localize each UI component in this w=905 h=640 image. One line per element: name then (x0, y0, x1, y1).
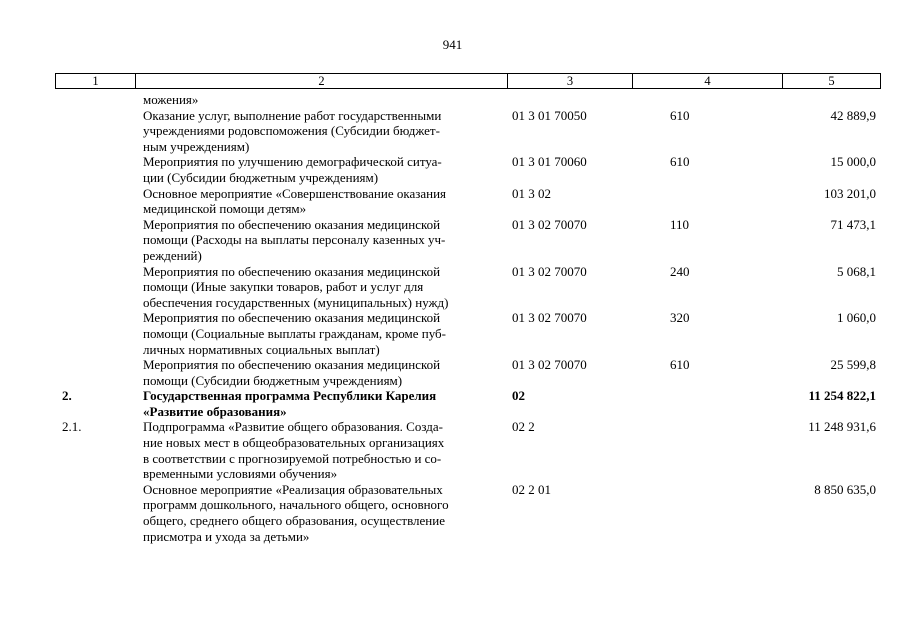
row-name (140, 108, 507, 155)
row-code: 01 3 01 70060 (512, 154, 587, 170)
row-name-line: Мероприятия по улучшению демографической ситуа- (143, 154, 442, 170)
row-name-line: можения» (143, 92, 199, 107)
row-amount: 8 850 635,0 (814, 481, 876, 497)
row-name (140, 217, 507, 264)
row-name-line: помощи (Субсидии бюджетным учреждениям) (143, 372, 403, 388)
page-number: 941 (442, 37, 463, 52)
header-col-1: 1 (56, 74, 136, 89)
row-number: 2.1. (62, 419, 82, 435)
row-name (140, 388, 507, 419)
row-name-line: ции (Субсидии бюджетным учреждениям) (143, 169, 379, 185)
row-amount: 1 060,0 (837, 310, 876, 326)
row-code: 01 3 02 (512, 185, 551, 201)
row-name (140, 92, 507, 108)
row-name-line: ние новых мест в общеобразовательных организациях (143, 435, 445, 451)
row-amount: 15 000,0 (830, 154, 876, 170)
table-row (55, 482, 880, 544)
row-name-line: Мероприятия по обеспечению оказания медицинской (143, 263, 441, 279)
row-expense-type: 610 (670, 107, 690, 123)
header-col-4: 4 (633, 74, 783, 89)
row-name-line: реждений) (143, 247, 202, 263)
row-amount: 103 201,0 (824, 185, 876, 201)
row-name-line: обеспечения государственных (муниципальных) нужд) (143, 294, 449, 310)
row-expense-type: 240 (670, 263, 690, 279)
row-code: 02 2 (512, 419, 535, 435)
row-expense-type: 320 (670, 310, 690, 326)
row-amount: 5 068,1 (837, 263, 876, 279)
row-name-line: Государственная программа Республики Карелия (143, 388, 437, 404)
row-expense-type: 110 (670, 216, 690, 232)
table-row (55, 388, 880, 419)
row-name-line: Основное мероприятие «Реализация образовательных (143, 481, 443, 497)
row-amount: 11 254 822,1 (808, 388, 876, 404)
row-name-line: общего, среднего общего образования, осуществление (143, 513, 445, 529)
row-name (140, 482, 507, 544)
row-name-line: помощи (Расходы на выплаты персоналу казенных уч- (143, 232, 446, 248)
row-expense-type: 610 (670, 154, 690, 170)
row-name-line: Мероприятия по обеспечению оказания медицинской (143, 310, 441, 326)
row-name-line: Оказание услуг, выполнение работ государственными (143, 107, 442, 123)
table-row (55, 419, 880, 481)
row-amount: 11 248 931,6 (808, 419, 876, 435)
row-code: 01 3 02 70070 (512, 310, 587, 326)
budget-table-body (55, 92, 880, 544)
table-header (55, 73, 881, 89)
row-number: 2. (62, 388, 72, 404)
row-amount: 25 599,8 (830, 357, 876, 373)
row-name-line: ным учреждениям) (143, 138, 250, 154)
table-row (55, 108, 880, 155)
row-code: 02 (512, 388, 525, 404)
table-row (55, 186, 880, 217)
header-col-3: 3 (508, 74, 633, 89)
table-row (55, 264, 880, 311)
table-row (55, 310, 880, 357)
row-code: 02 2 01 (512, 481, 551, 497)
row-name-line: Подпрограмма «Развитие общего образования. Созда- (143, 419, 443, 435)
row-name-line: присмотра и ухода за детьми» (143, 528, 310, 544)
row-code: 01 3 01 70050 (512, 107, 587, 123)
row-expense-type: 610 (670, 357, 690, 373)
row-name (140, 186, 507, 217)
row-name-line: в соответствии с прогнозируемой потребностью и со- (143, 450, 442, 466)
row-name (140, 357, 507, 388)
row-name-line: личных нормативных социальных выплат) (143, 341, 380, 357)
row-amount: 71 473,1 (830, 216, 876, 232)
row-amount: 42 889,9 (830, 107, 876, 123)
row-name-line: Мероприятия по обеспечению оказания медицинской (143, 357, 441, 373)
table-row (55, 154, 880, 185)
row-code: 01 3 02 70070 (512, 216, 587, 232)
row-code: 01 3 02 70070 (512, 263, 587, 279)
row-code: 01 3 02 70070 (512, 357, 587, 373)
row-name (140, 419, 507, 481)
row-name-line: помощи (Социальные выплаты гражданам, кроме пуб- (143, 325, 446, 341)
row-name-line: медицинской помощи детям» (143, 201, 307, 217)
row-name-line: временными условиями обучения» (143, 466, 338, 482)
row-name-line: Основное мероприятие «Совершенствование оказания (143, 185, 447, 201)
table-row (55, 92, 880, 108)
header-col-2: 2 (136, 74, 508, 89)
row-name-line: «Развитие образования» (143, 403, 287, 419)
row-name-line: помощи (Иные закупки товаров, работ и услуг для (143, 279, 424, 295)
row-name-line: Мероприятия по обеспечению оказания медицинской (143, 216, 441, 232)
row-name (140, 264, 507, 311)
row-name-line: учреждениями родовспоможения (Субсидии бюджет- (143, 123, 440, 139)
row-name (140, 310, 507, 357)
row-name (140, 154, 507, 185)
table-row (55, 357, 880, 388)
header-col-5: 5 (783, 74, 881, 89)
row-name-line: программ дошкольного, начального общего, основного (143, 497, 449, 513)
table-row (55, 217, 880, 264)
